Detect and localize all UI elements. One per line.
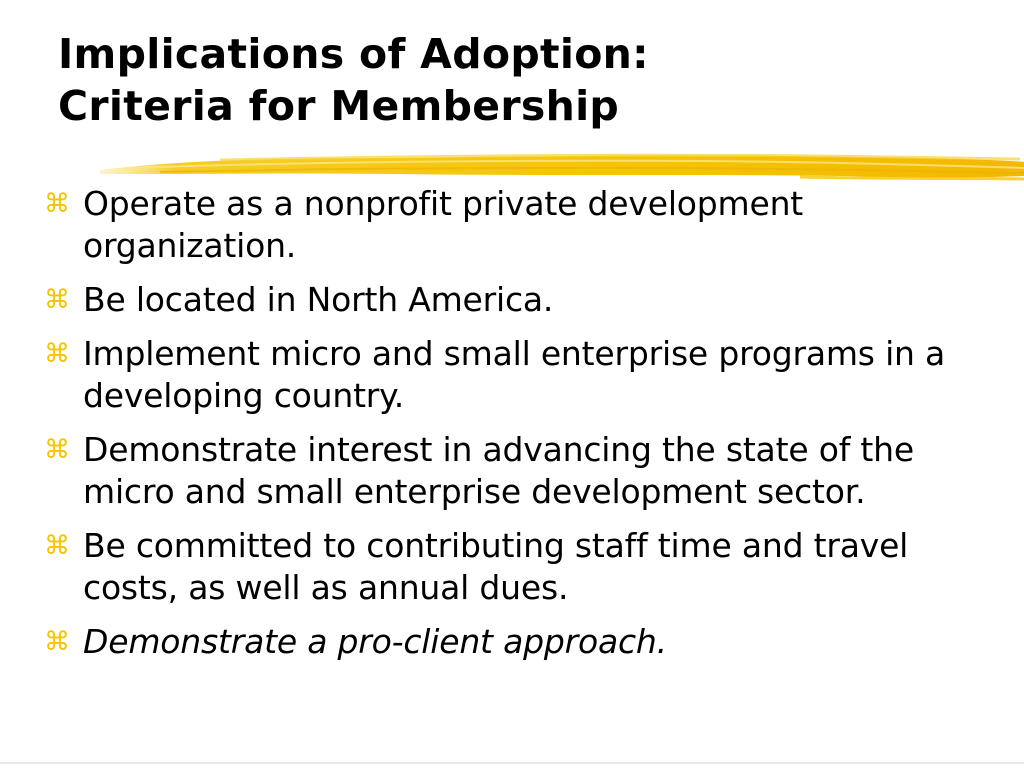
slide-title [58,28,998,132]
bullet-item [44,183,1004,267]
bullet-text: Demonstrate interest in advancing the state of the micro and small enterprise development sector. [83,430,914,511]
bullet-text: Demonstrate a pro-client approach. [83,622,667,661]
command-key-icon: ⌘ [44,285,70,315]
bullet-item [44,525,1004,609]
slide-title-line-1: Implications of Adoption: [58,30,649,78]
bullet-text: Be committed to contributing staff time and travel costs, as well as annual dues. [83,526,909,607]
command-key-icon: ⌘ [44,531,70,561]
bullet-text: Be located in North America. [83,280,554,319]
bullet-list [44,183,1004,675]
bullet-item [44,621,1004,663]
bullet-item [44,279,1004,321]
command-key-icon: ⌘ [44,435,70,465]
command-key-icon: ⌘ [44,339,70,369]
bullet-item [44,333,1004,417]
bottom-divider [0,762,1024,764]
command-key-icon: ⌘ [44,627,70,657]
bullet-text: Implement micro and small enterprise programs in a developing country. [83,334,946,415]
bullet-text: Operate as a nonprofit private development organization. [83,184,804,265]
bullet-item [44,429,1004,513]
slide-title-line-2: Criteria for Membership [58,82,620,130]
command-key-icon: ⌘ [44,189,70,219]
yellow-brush-divider [100,148,1024,188]
